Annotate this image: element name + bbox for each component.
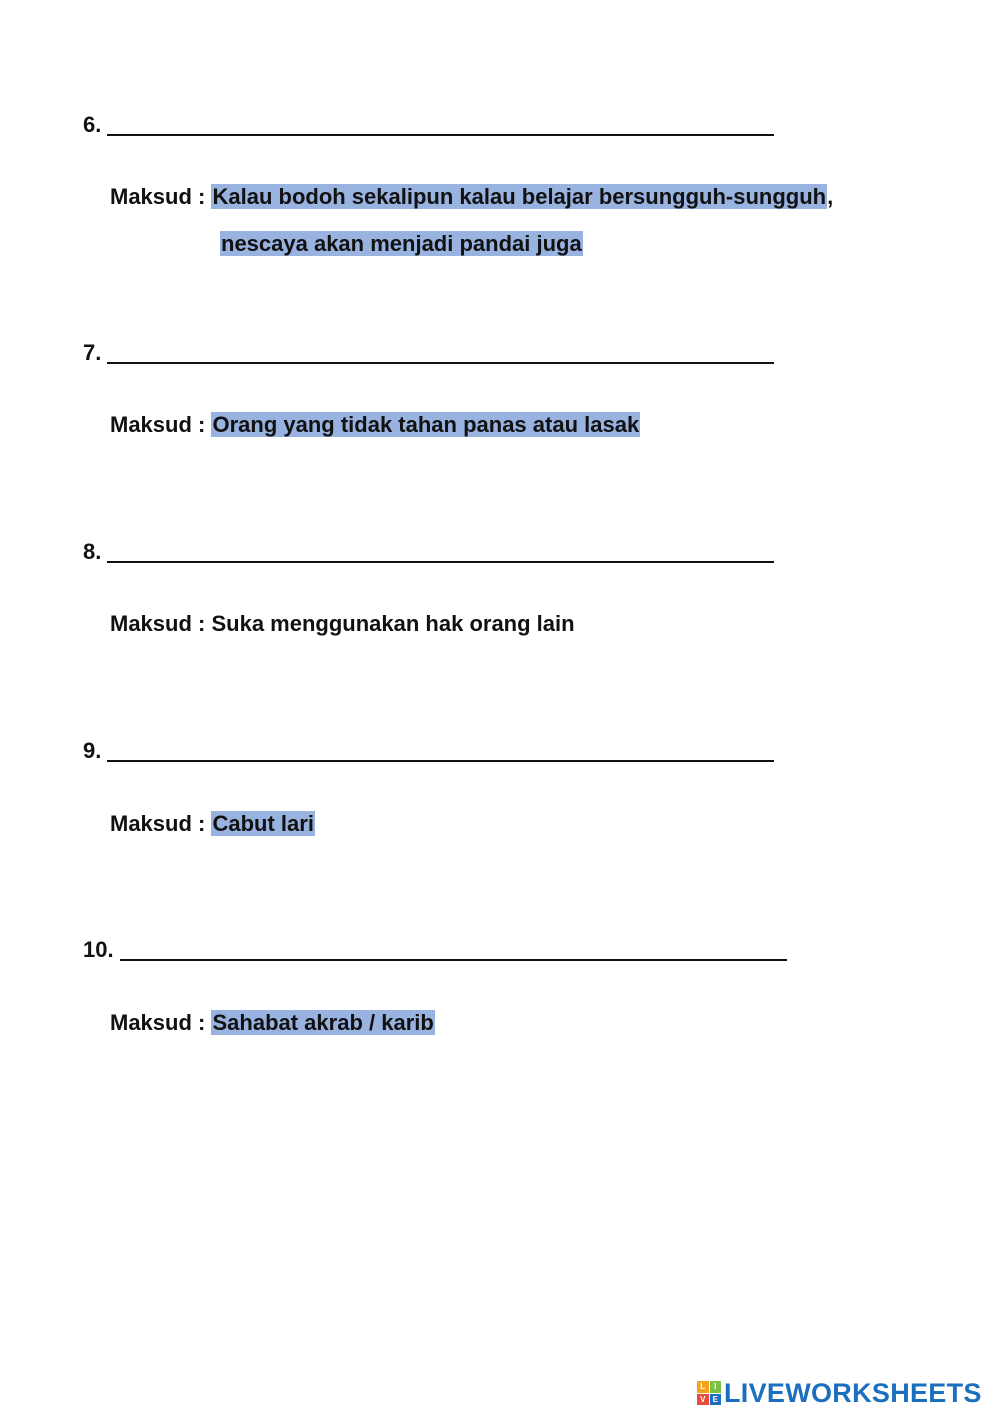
question-7-meaning: [110, 411, 640, 439]
question-6-meaning-text: Kalau bodoh sekalipun kalau belajar bersungguh-sungguh: [212, 184, 827, 209]
question-9-line: [83, 738, 774, 764]
question-8-number: 8.: [83, 539, 102, 564]
question-8-answer-blank[interactable]: [107, 539, 774, 563]
liveworksheets-logo: [697, 1378, 982, 1408]
question-9-meaning-label: Maksud :: [110, 811, 206, 836]
question-6-answer-blank[interactable]: [107, 112, 774, 136]
question-10-meaning-text: Sahabat akrab / karib: [212, 1010, 434, 1035]
question-7-number: 7.: [83, 340, 102, 365]
logo-mark-v: V: [697, 1394, 709, 1406]
question-7-meaning-text: Orang yang tidak tahan panas atau lasak: [212, 412, 640, 437]
question-6-number: 6.: [83, 112, 102, 137]
question-6-meaning: [110, 183, 833, 211]
question-8-meaning-label: Maksud :: [110, 611, 206, 636]
question-10-meaning-label: Maksud :: [110, 1010, 206, 1035]
question-7-line: [83, 340, 774, 366]
question-6-meaning-comma: ,: [827, 184, 834, 209]
logo-mark-i: I: [710, 1381, 722, 1393]
question-6-meaning-continued: [220, 230, 583, 258]
question-9-meaning-text: Cabut lari: [212, 811, 314, 836]
question-9-answer-blank[interactable]: [107, 738, 774, 762]
liveworksheets-logo-text: LIVEWORKSHEETS: [724, 1377, 982, 1408]
question-8-meaning: [110, 610, 575, 638]
question-6-meaning-text-line2: nescaya akan menjadi pandai juga: [221, 231, 582, 256]
question-10-line: [83, 937, 787, 963]
logo-mark-l: L: [697, 1381, 709, 1393]
question-7-meaning-label: Maksud :: [110, 412, 206, 437]
question-9-number: 9.: [83, 738, 102, 763]
question-10-number: 10.: [83, 937, 114, 962]
question-8-line: [83, 539, 774, 565]
question-6-meaning-label: Maksud :: [110, 184, 206, 209]
question-6-line: [83, 112, 774, 138]
question-9-meaning: [110, 810, 315, 838]
question-7-answer-blank[interactable]: [107, 340, 774, 364]
liveworksheets-logo-icon: [697, 1381, 721, 1405]
question-10-meaning: [110, 1009, 435, 1037]
question-8-meaning-text: Suka menggunakan hak orang lain: [211, 611, 575, 636]
question-10-answer-blank[interactable]: [120, 937, 787, 961]
logo-mark-e: E: [710, 1394, 722, 1406]
